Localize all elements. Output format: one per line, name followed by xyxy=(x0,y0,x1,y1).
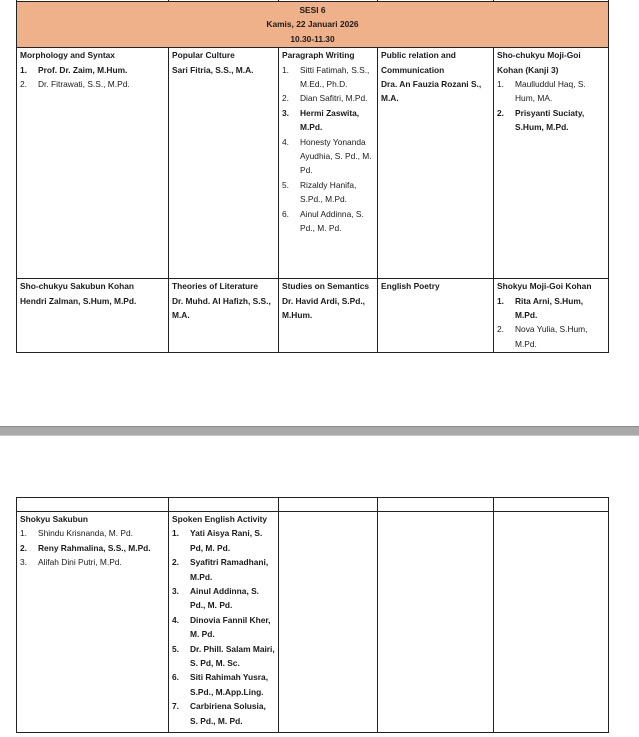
lecturer-list xyxy=(20,526,165,569)
schedule-table-continued xyxy=(16,497,609,733)
list-item: 5. Dr. Phill. Salam Mairi, S. Pd, M. Sc. xyxy=(172,643,275,669)
session-header xyxy=(17,2,609,48)
course-title: Morphology and Syntax xyxy=(20,50,115,61)
list-item: 4. Honesty Yonanda Ayudhia, S. Pd., M. Pd. xyxy=(282,136,372,176)
table-row xyxy=(17,498,609,512)
list-item: 6. Siti Rahimah Yusra, S.Pd., M.App.Ling. xyxy=(172,672,269,697)
list-item: 3. Alifah Dini Putri, M.Pd. xyxy=(20,557,122,568)
lecturer-name: Sari Fitria, S.S., M.A. xyxy=(172,64,254,75)
list-item: 5. Rizaldy Hanifa, S.Pd., M.Pd. xyxy=(282,179,357,205)
list-item: 2. Prisyanti Suciaty, S.Hum, M.Pd. xyxy=(497,107,585,133)
table-cell xyxy=(17,512,169,733)
table-cell xyxy=(279,512,378,733)
table-cell xyxy=(17,279,169,353)
course-title: Popular Culture xyxy=(172,50,235,61)
course-title: Shokyu Moji-Goi Kohan xyxy=(497,281,592,292)
list-item: 3. Hermi Zaswita, M.Pd. xyxy=(282,107,360,133)
table-cell xyxy=(279,279,378,353)
table-cell xyxy=(378,512,494,733)
table-row xyxy=(17,512,609,733)
course-title: English Poetry xyxy=(381,281,440,292)
list-item: 4. Dinovia Fannil Kher, M. Pd. xyxy=(172,614,271,640)
list-item: 2. Dian Safitri, M.Pd. xyxy=(282,93,368,104)
list-item: 1. Shindu Krisnanda, M. Pd. xyxy=(20,528,133,539)
course-title: Spoken English Activity xyxy=(172,514,268,524)
lecturer-name: Dr. Muhd. Al Hafizh, S.S., M.A. xyxy=(172,295,271,321)
session-header-row xyxy=(17,2,609,48)
list-item: 1. Yati Aisya Rani, S. Pd, M. Pd. xyxy=(172,528,263,553)
list-item: 2. Syafitri Ramadhani, M.Pd. xyxy=(172,557,269,582)
table-cell xyxy=(17,48,169,279)
table-cell xyxy=(169,279,279,353)
lecturer-list xyxy=(172,526,275,728)
session-date: Kamis, 22 Januari 2026 xyxy=(266,19,359,30)
list-item: 2. Nova Yulia, S.Hum, M.Pd. xyxy=(497,324,588,349)
list-item: 7. Carbiriena Solusia, S. Pd., M. Pd. xyxy=(172,701,266,726)
table-row xyxy=(17,48,609,279)
list-item: 2. Reny Rahmalina, S.S., M.Pd. xyxy=(20,542,151,553)
table-cell xyxy=(494,279,609,353)
table-cell xyxy=(494,48,609,279)
lecturer-list xyxy=(20,63,165,92)
course-title: Theories of Literature xyxy=(172,281,259,292)
list-item: 1. Prof. Dr. Zaim, M.Hum. xyxy=(20,64,128,75)
page-separator xyxy=(0,426,639,436)
list-item: 6. Ainul Addinna, S. Pd., M. Pd. xyxy=(282,208,364,234)
lecturer-list xyxy=(497,77,605,135)
list-item: 1. Rita Arni, S.Hum, M.Pd. xyxy=(497,295,584,321)
table-cell xyxy=(378,279,494,353)
list-item: 1. Maulluddul Haq, S. Hum, MA. xyxy=(497,79,586,104)
lecturer-name: Dr. Havid Ardi, S.Pd., M.Hum. xyxy=(282,295,365,321)
course-title: Paragraph Writing xyxy=(282,50,355,61)
table-cell xyxy=(494,512,609,733)
course-title: Sho-chukyu Sakubun Kohan xyxy=(20,281,134,292)
list-item: 3. Ainul Addinna, S. Pd., M. Pd. xyxy=(172,586,260,611)
page-2 xyxy=(0,436,639,737)
schedule-table-session-6 xyxy=(16,0,609,353)
lecturer-list xyxy=(282,63,374,236)
session-title: SESI 6 xyxy=(299,5,326,15)
table-cell xyxy=(169,48,279,279)
course-title: Studies on Semantics xyxy=(282,281,370,292)
session-time: 10.30-11.30 xyxy=(290,33,335,44)
table-cell xyxy=(169,512,279,733)
lecturer-list xyxy=(497,294,605,352)
lecturer-name: Hendri Zalman, S.Hum, M.Pd. xyxy=(20,295,137,306)
table-row xyxy=(17,279,609,353)
table-cell xyxy=(378,48,494,279)
lecturer-name: Dra. An Fauzia Rozani S., M.A. xyxy=(381,79,482,104)
list-item: 1. Sitti Fatimah, S.S., M.Ed., Ph.D. xyxy=(282,64,370,90)
table-cell xyxy=(279,48,378,279)
course-title: Shokyu Sakubun xyxy=(20,514,88,524)
course-title: Sho-chukyu Moji-Goi Kohan (Kanji 3) xyxy=(497,50,581,75)
course-title: Public relation and Communication xyxy=(381,50,456,75)
list-item: 2. Dr. Fitrawati, S.S., M.Pd. xyxy=(20,79,130,90)
